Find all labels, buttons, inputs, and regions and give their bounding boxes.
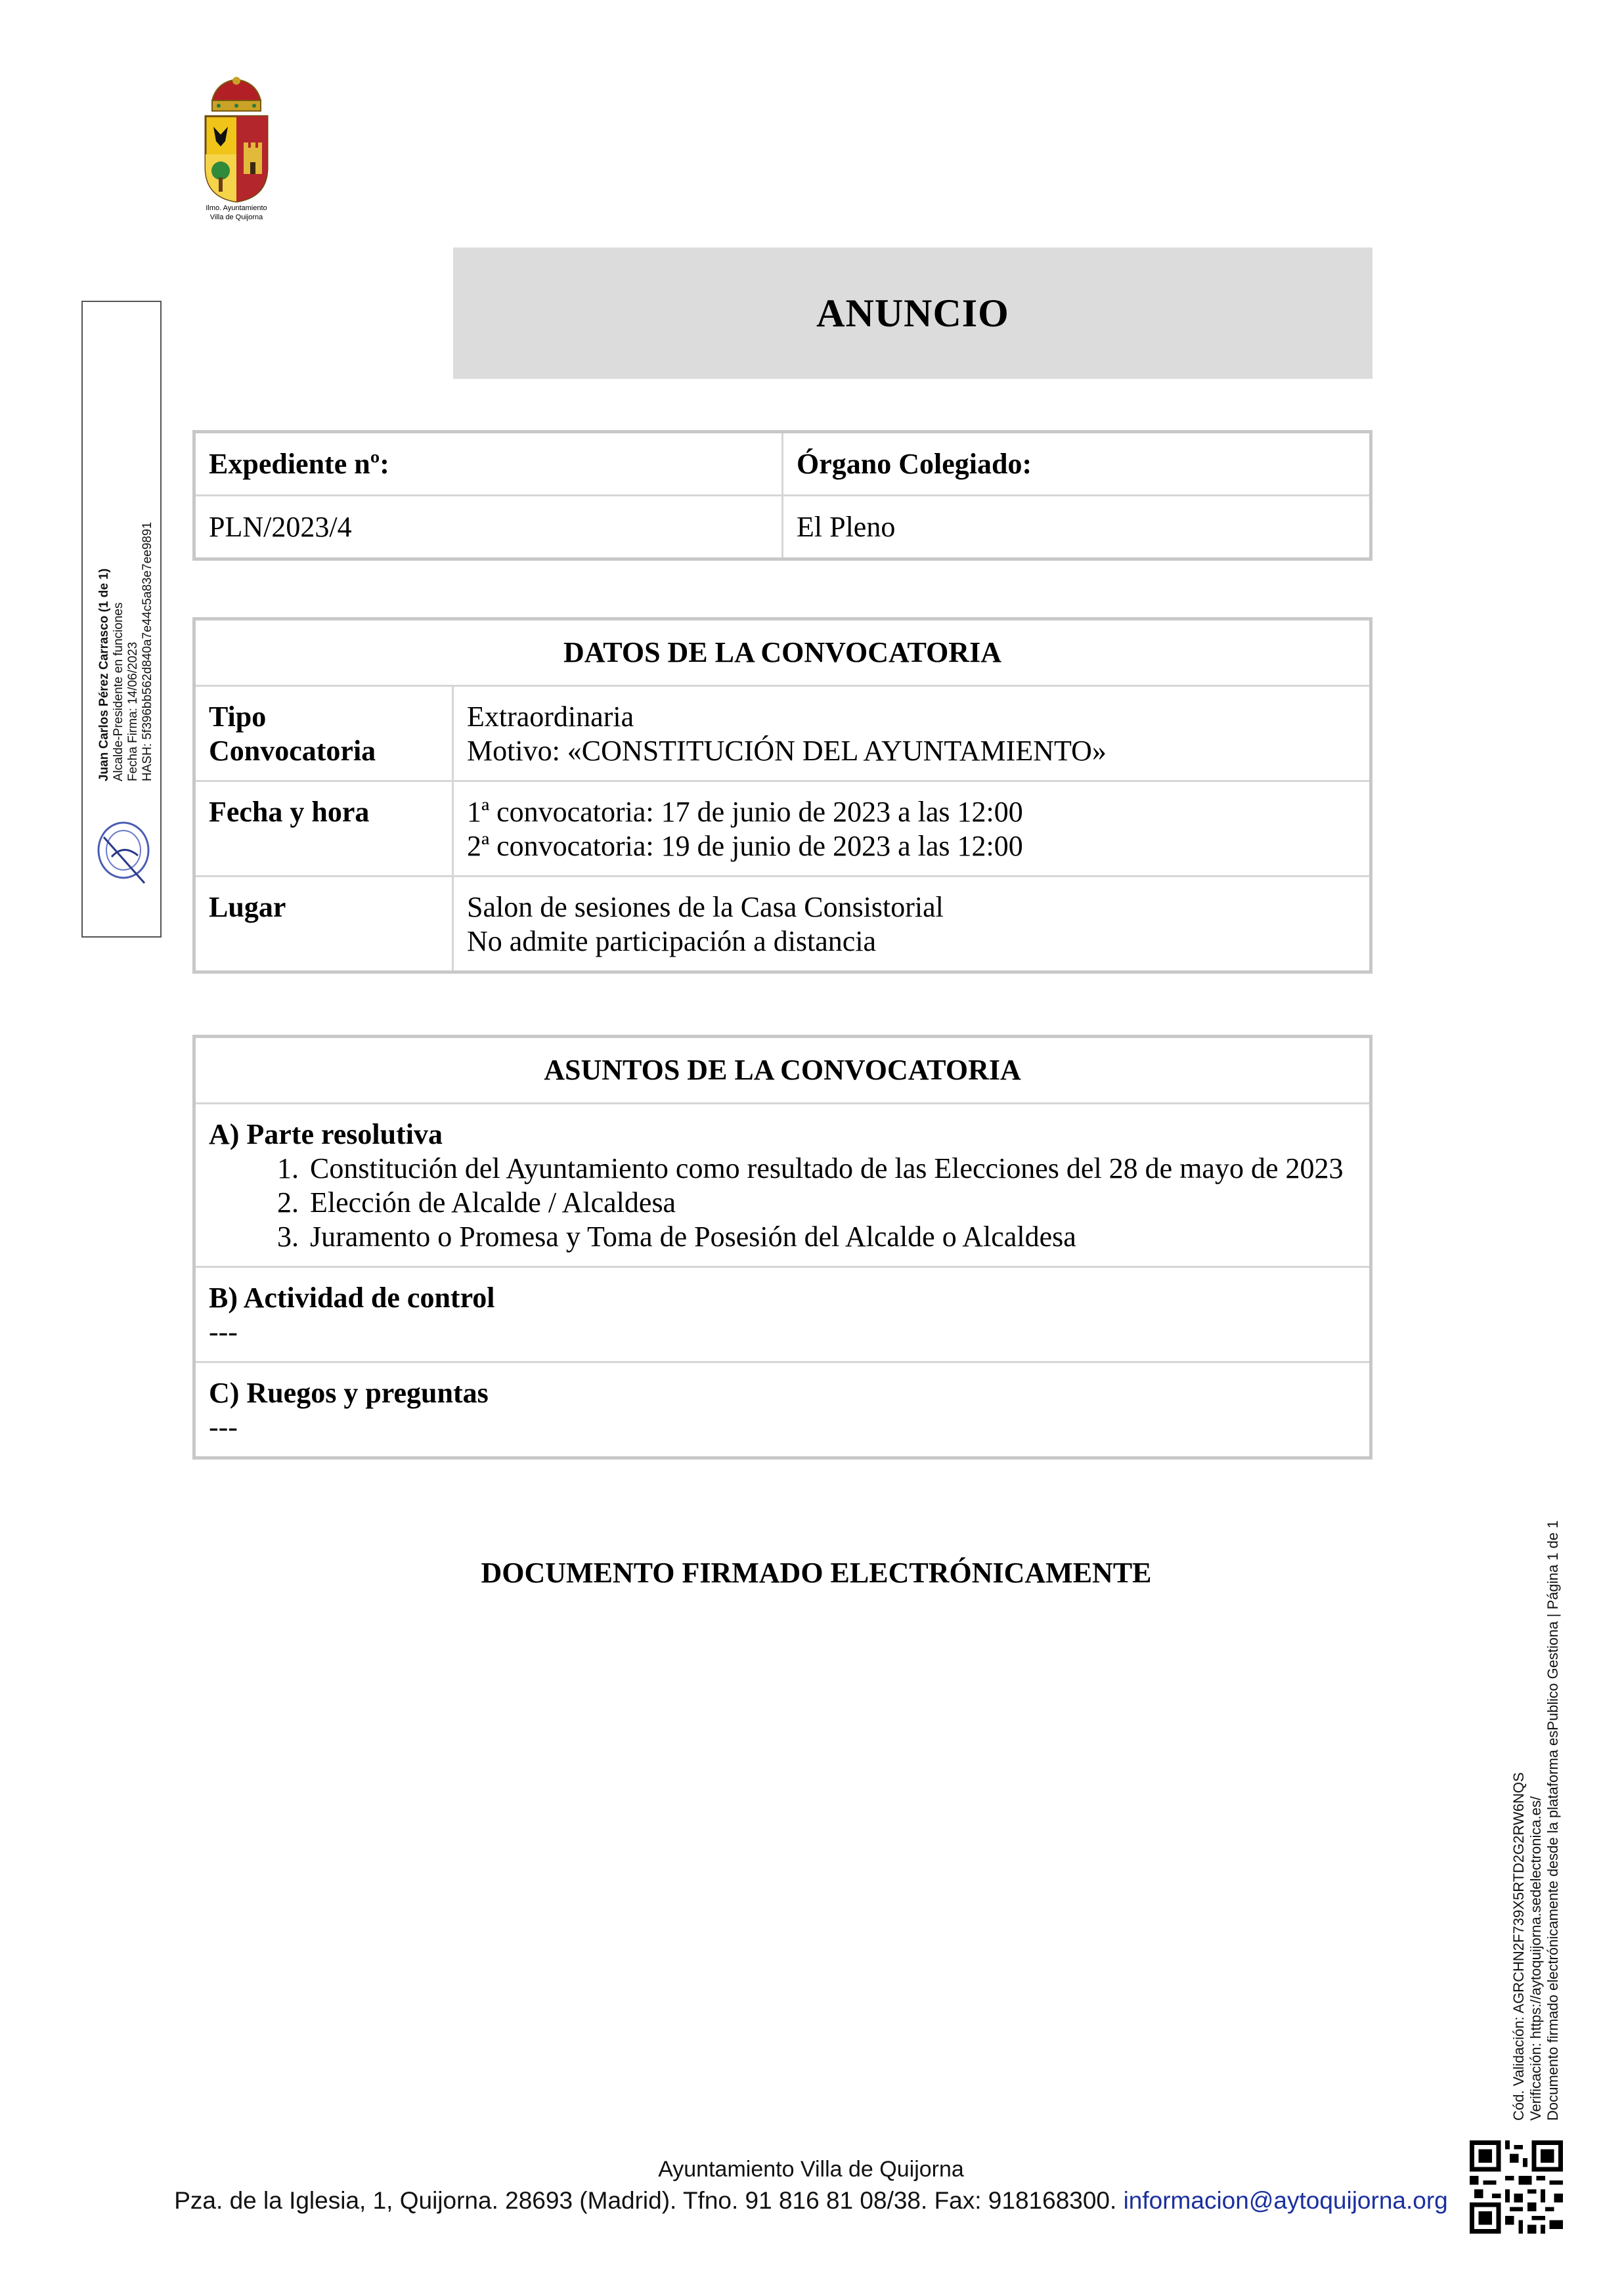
tipo-label bbox=[194, 686, 453, 781]
segunda-convocatoria: 2ª convocatoria: 19 de junio de 2023 a las 12:00 bbox=[467, 830, 1023, 862]
section-b bbox=[194, 1267, 1371, 1362]
datos-heading: DATOS DE LA CONVOCATORIA bbox=[194, 619, 1371, 686]
logo-caption-2: Villa de Quijorna bbox=[209, 213, 263, 221]
lugar-line: Salon de sesiones de la Casa Consistorial bbox=[467, 891, 944, 923]
signer-role: Alcalde-Presidente en funciones bbox=[112, 602, 125, 781]
asuntos-table bbox=[192, 1035, 1372, 1460]
motivo-value-line: Motivo: «CONSTITUCIÓN DEL AYUNTAMIENTO» bbox=[467, 735, 1107, 767]
list-item: 1. Constitución del Ayuntamiento como resultado de las Elecciones del 28 de mayo de 2023 bbox=[306, 1152, 1356, 1186]
electronic-seal-icon bbox=[92, 811, 155, 899]
tipo-label-line: Tipo bbox=[209, 701, 267, 733]
footer-address bbox=[131, 2185, 1491, 2217]
municipal-logo bbox=[190, 76, 282, 222]
page-title: ANUNCIO bbox=[816, 291, 1009, 335]
expediente-table bbox=[192, 430, 1372, 561]
footer-org: Ayuntamiento Villa de Quijorna bbox=[658, 2157, 964, 2182]
title-banner bbox=[453, 248, 1372, 379]
lugar-label: Lugar bbox=[194, 877, 453, 972]
section-a-title: A) Parte resolutiva bbox=[209, 1118, 443, 1150]
platform-notice: Documento firmado electrónicamente desde la plataforma esPublico Gestiona | Página 1 de 1 bbox=[1545, 1520, 1561, 2121]
table-row bbox=[194, 1362, 1371, 1458]
section-c-title: C) Ruegos y preguntas bbox=[209, 1377, 489, 1409]
signature-box bbox=[81, 301, 162, 938]
footer-email-link[interactable]: informacion@aytoquijorna.org bbox=[1123, 2187, 1448, 2214]
table-row bbox=[194, 686, 1371, 781]
fecha-label: Fecha y hora bbox=[194, 781, 453, 877]
datos-table bbox=[192, 617, 1372, 974]
organo-label: Órgano Colegiado: bbox=[783, 432, 1371, 496]
table-row bbox=[194, 877, 1371, 972]
signature-date: Fecha Firma: 14/06/2023 bbox=[126, 641, 140, 781]
section-c bbox=[194, 1362, 1371, 1458]
section-b-title: B) Actividad de control bbox=[209, 1282, 495, 1314]
asuntos-list bbox=[209, 1152, 1356, 1254]
primera-convocatoria: 1ª convocatoria: 17 de junio de 2023 a las 12:00 bbox=[467, 796, 1023, 828]
signed-notice: DOCUMENTO FIRMADO ELECTRÓNICAMENTE bbox=[481, 1557, 1152, 1589]
section-c-value: --- bbox=[209, 1411, 238, 1443]
validation-code: Cód. Validación: AGRCHN2F739X5RTD2G2RW6NQS bbox=[1510, 1772, 1527, 2121]
table-row bbox=[194, 781, 1371, 877]
expediente-value: PLN/2023/4 bbox=[194, 496, 783, 559]
tipo-value bbox=[453, 686, 1371, 781]
list-item: 2. Elección de Alcalde / Alcaldesa bbox=[306, 1186, 1356, 1220]
signature-text bbox=[97, 522, 155, 781]
asuntos-heading: ASUNTOS DE LA CONVOCATORIA bbox=[194, 1037, 1371, 1104]
signature-hash: HASH: 5f396bb562d840a7e44c5a83e7ee9891 bbox=[141, 521, 154, 781]
tipo-value-line: Extraordinaria bbox=[467, 701, 634, 733]
fecha-value bbox=[453, 781, 1371, 877]
signer-name: Juan Carlos Pérez Carrasco (1 de 1) bbox=[97, 568, 111, 781]
section-a bbox=[194, 1104, 1371, 1267]
logo-caption-1: Ilmo. Ayuntamiento bbox=[206, 204, 267, 212]
lugar-value bbox=[453, 877, 1371, 972]
coat-of-arms-icon bbox=[200, 76, 273, 204]
verification-url: Verificación: https://aytoquijorna.sedelectronica.es/ bbox=[1527, 1796, 1544, 2121]
list-item: 3. Juramento o Promesa y Toma de Posesión del Alcalde o Alcaldesa bbox=[306, 1220, 1356, 1254]
footer-contact: Pza. de la Iglesia, 1, Quijorna. 28693 (Madrid). Tfno. 91 816 81 08/38. Fax: 918168300. bbox=[174, 2187, 1117, 2214]
footer bbox=[131, 2154, 1491, 2217]
verification-text bbox=[1510, 1521, 1562, 2121]
organo-value: El Pleno bbox=[783, 496, 1371, 559]
distancia-line: No admite participación a distancia bbox=[467, 925, 877, 957]
table-row bbox=[194, 1267, 1371, 1362]
section-b-value: --- bbox=[209, 1316, 238, 1348]
table-row bbox=[194, 1104, 1371, 1267]
expediente-label: Expediente nº: bbox=[194, 432, 783, 496]
tipo-label-line: Convocatoria bbox=[209, 735, 376, 767]
